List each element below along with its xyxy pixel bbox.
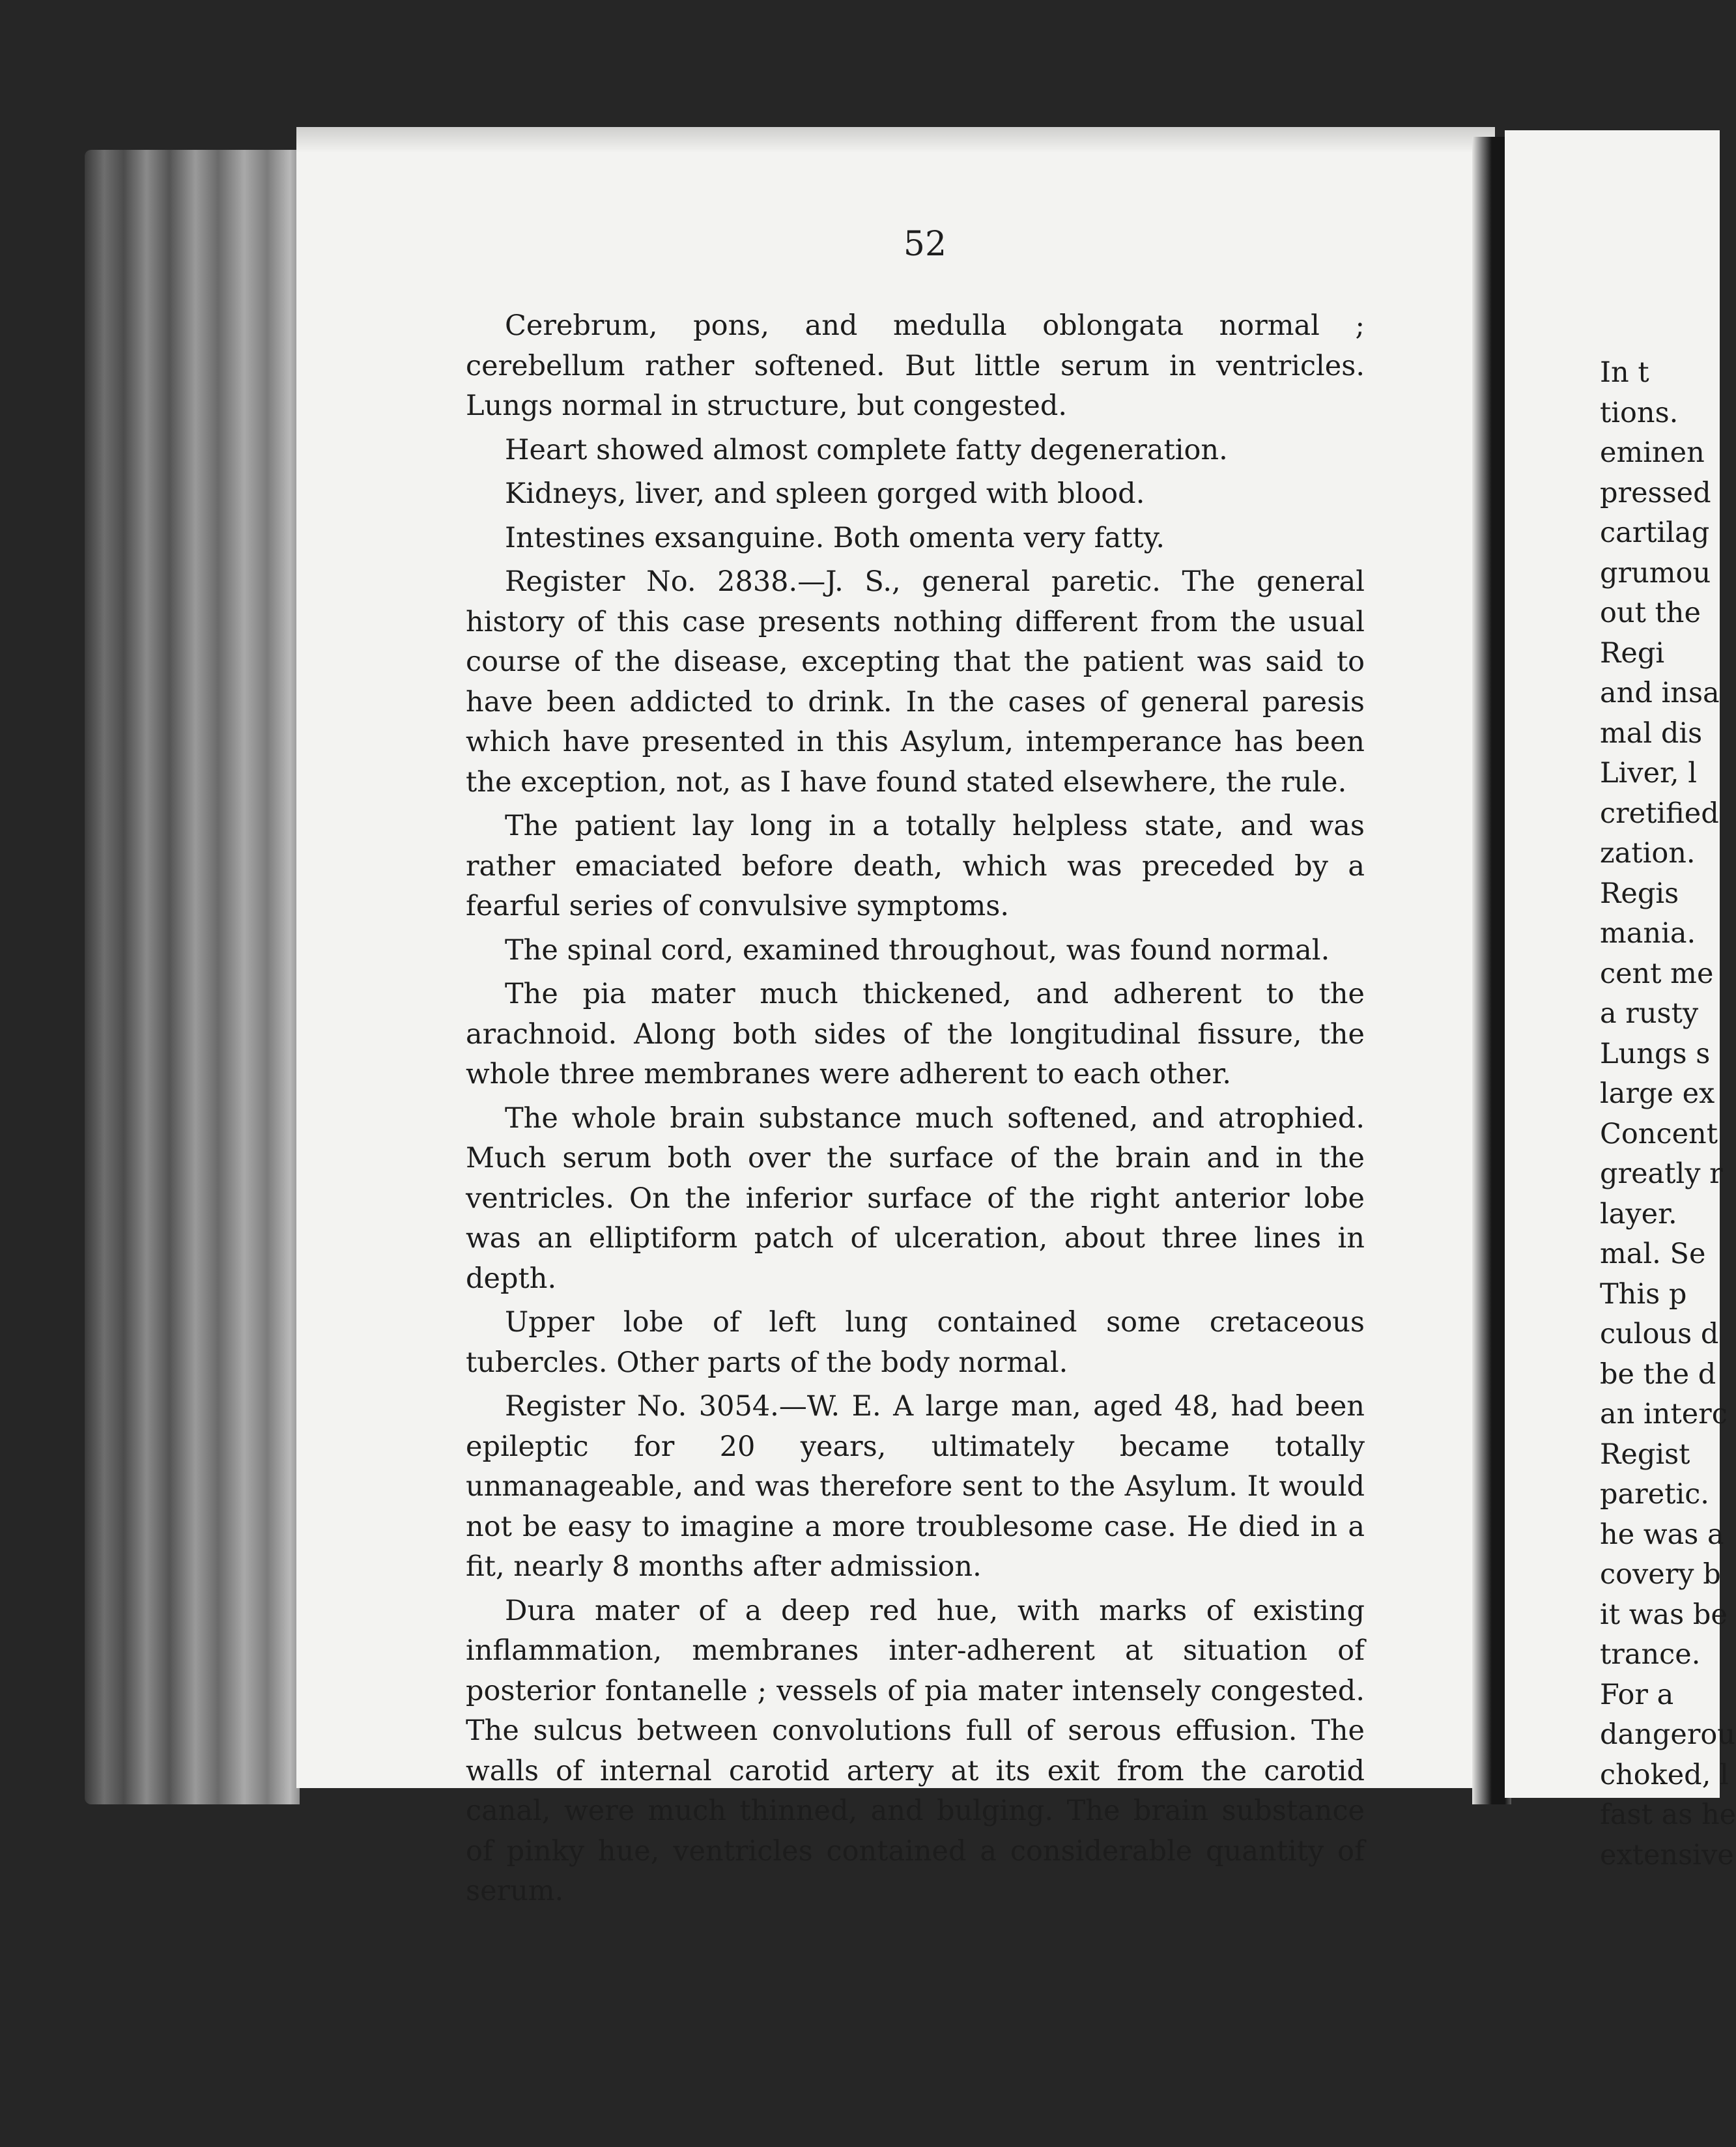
line-fragment: it was be — [1600, 1598, 1728, 1631]
paragraph: The spinal cord, examined throughout, was found normal. — [505, 933, 1330, 967]
line-fragment: greatly r — [1600, 1158, 1723, 1190]
line-fragment: cretified — [1600, 797, 1719, 830]
paragraph: Register No. 3054.—W. E. A large man, aged 48, had been epileptic for 20 years, ultimately became totally unmanageable, and was therefore sent to the Asylum. It would not be easy to imagine a more troublesome case. He died in a fit, nearly 8 months after admission. — [466, 1390, 1365, 1583]
line-fragment: out the — [1600, 597, 1701, 629]
paragraph: Heart showed almost complete fatty degeneration. — [505, 433, 1228, 466]
line-fragment: large ex — [1600, 1077, 1715, 1110]
line-fragment: cartilag — [1600, 517, 1710, 549]
line-fragment: Concent — [1600, 1117, 1718, 1150]
line-fragment: pressed — [1600, 476, 1711, 509]
page-shadow — [296, 127, 1495, 153]
line-fragment: Lungs s — [1600, 1037, 1711, 1070]
line-fragment: Regi — [1600, 636, 1665, 670]
paragraph: The patient lay long in a totally helpless state, and was rather emaciated before death, which was preceded by a fearful series of convulsive symptoms. — [466, 810, 1365, 922]
line-fragment: culous d — [1600, 1318, 1719, 1350]
line-fragment: choked, l — [1600, 1758, 1729, 1791]
paragraph: The pia mater much thickened, and adherent to the arachnoid. Along both sides of the longitudinal fissure, the whole three membranes were adherent to each other. — [466, 978, 1365, 1090]
line-fragment: trance. — [1600, 1638, 1701, 1671]
line-fragment: This p — [1600, 1277, 1687, 1311]
line-fragment: fast as he — [1600, 1799, 1736, 1831]
right-page-fragments — [1600, 353, 1736, 1875]
paragraph: Register No. 2838.—J. S., general paretic. The general history of this case presents nothing different from the usual course of the disease, excepting that the patient was said to have been addicted to drink. In the cases of general paresis which have presented in this Asylum, intemperance has been the exception, not, as I have found stated elsewhere, the rule. — [466, 565, 1365, 799]
line-fragment: and insa — [1600, 677, 1720, 709]
page-number: 52 — [903, 225, 947, 264]
book-page-edges — [85, 150, 300, 1804]
line-fragment: Liver, l — [1600, 757, 1697, 789]
paragraph: Kidneys, liver, and spleen gorged with blood. — [505, 477, 1145, 510]
line-fragment: mania. — [1600, 917, 1696, 950]
line-fragment: cent me — [1600, 957, 1714, 990]
line-fragment: layer. — [1600, 1197, 1677, 1230]
paragraph: Cerebrum, pons, and medulla oblongata normal ; cerebellum rather softened. But little serum in ventricles. Lungs normal in structure, but congested. — [466, 309, 1365, 422]
line-fragment: covery b — [1600, 1558, 1721, 1591]
line-fragment: eminen — [1600, 436, 1705, 469]
line-fragment: zation. — [1600, 837, 1696, 870]
line-fragment: extensive — [1600, 1838, 1734, 1871]
line-fragment: mal. Se — [1600, 1238, 1706, 1270]
left-page-body — [466, 306, 1365, 1916]
line-fragment: he was a — [1600, 1518, 1724, 1551]
line-fragment: paretic. — [1600, 1478, 1709, 1511]
line-fragment: For a — [1600, 1678, 1674, 1711]
line-fragment: Regist — [1600, 1438, 1690, 1471]
paragraph: Upper lobe of left lung contained some cretaceous tubercles. Other parts of the body normal. — [466, 1306, 1365, 1379]
line-fragment: grumou — [1600, 556, 1711, 590]
line-fragment: a rusty — [1600, 997, 1699, 1030]
line-fragment: Regis — [1600, 877, 1679, 910]
line-fragment: dangerou — [1600, 1718, 1735, 1751]
paragraph: Dura mater of a deep red hue, with marks of existing inflammation, membranes inter-adherent at situation of posterior fontanelle ; vessels of pia mater intensely congested. The sulcus between convolutions full of serous effusion. The walls of internal carotid artery at its exit from the carotid canal, were much thinned, and bulging. The brain substance of pinky hue, ventricles contained a considerable quantity of serum. — [466, 1594, 1365, 1907]
line-fragment: be the d — [1600, 1358, 1716, 1391]
line-fragment: an interc — [1600, 1398, 1728, 1430]
line-fragment: tions. — [1600, 396, 1679, 429]
paragraph: The whole brain substance much softened, and atrophied. Much serum both over the surface of the brain and in the ventricles. On the inferior surface of the right anterior lobe was an elliptiform patch of ulceration, about three lines in depth. — [466, 1102, 1365, 1295]
paragraph: Intestines exsanguine. Both omenta very fatty. — [505, 521, 1165, 554]
line-fragment: mal dis — [1600, 717, 1703, 750]
line-fragment: In t — [1600, 356, 1649, 389]
